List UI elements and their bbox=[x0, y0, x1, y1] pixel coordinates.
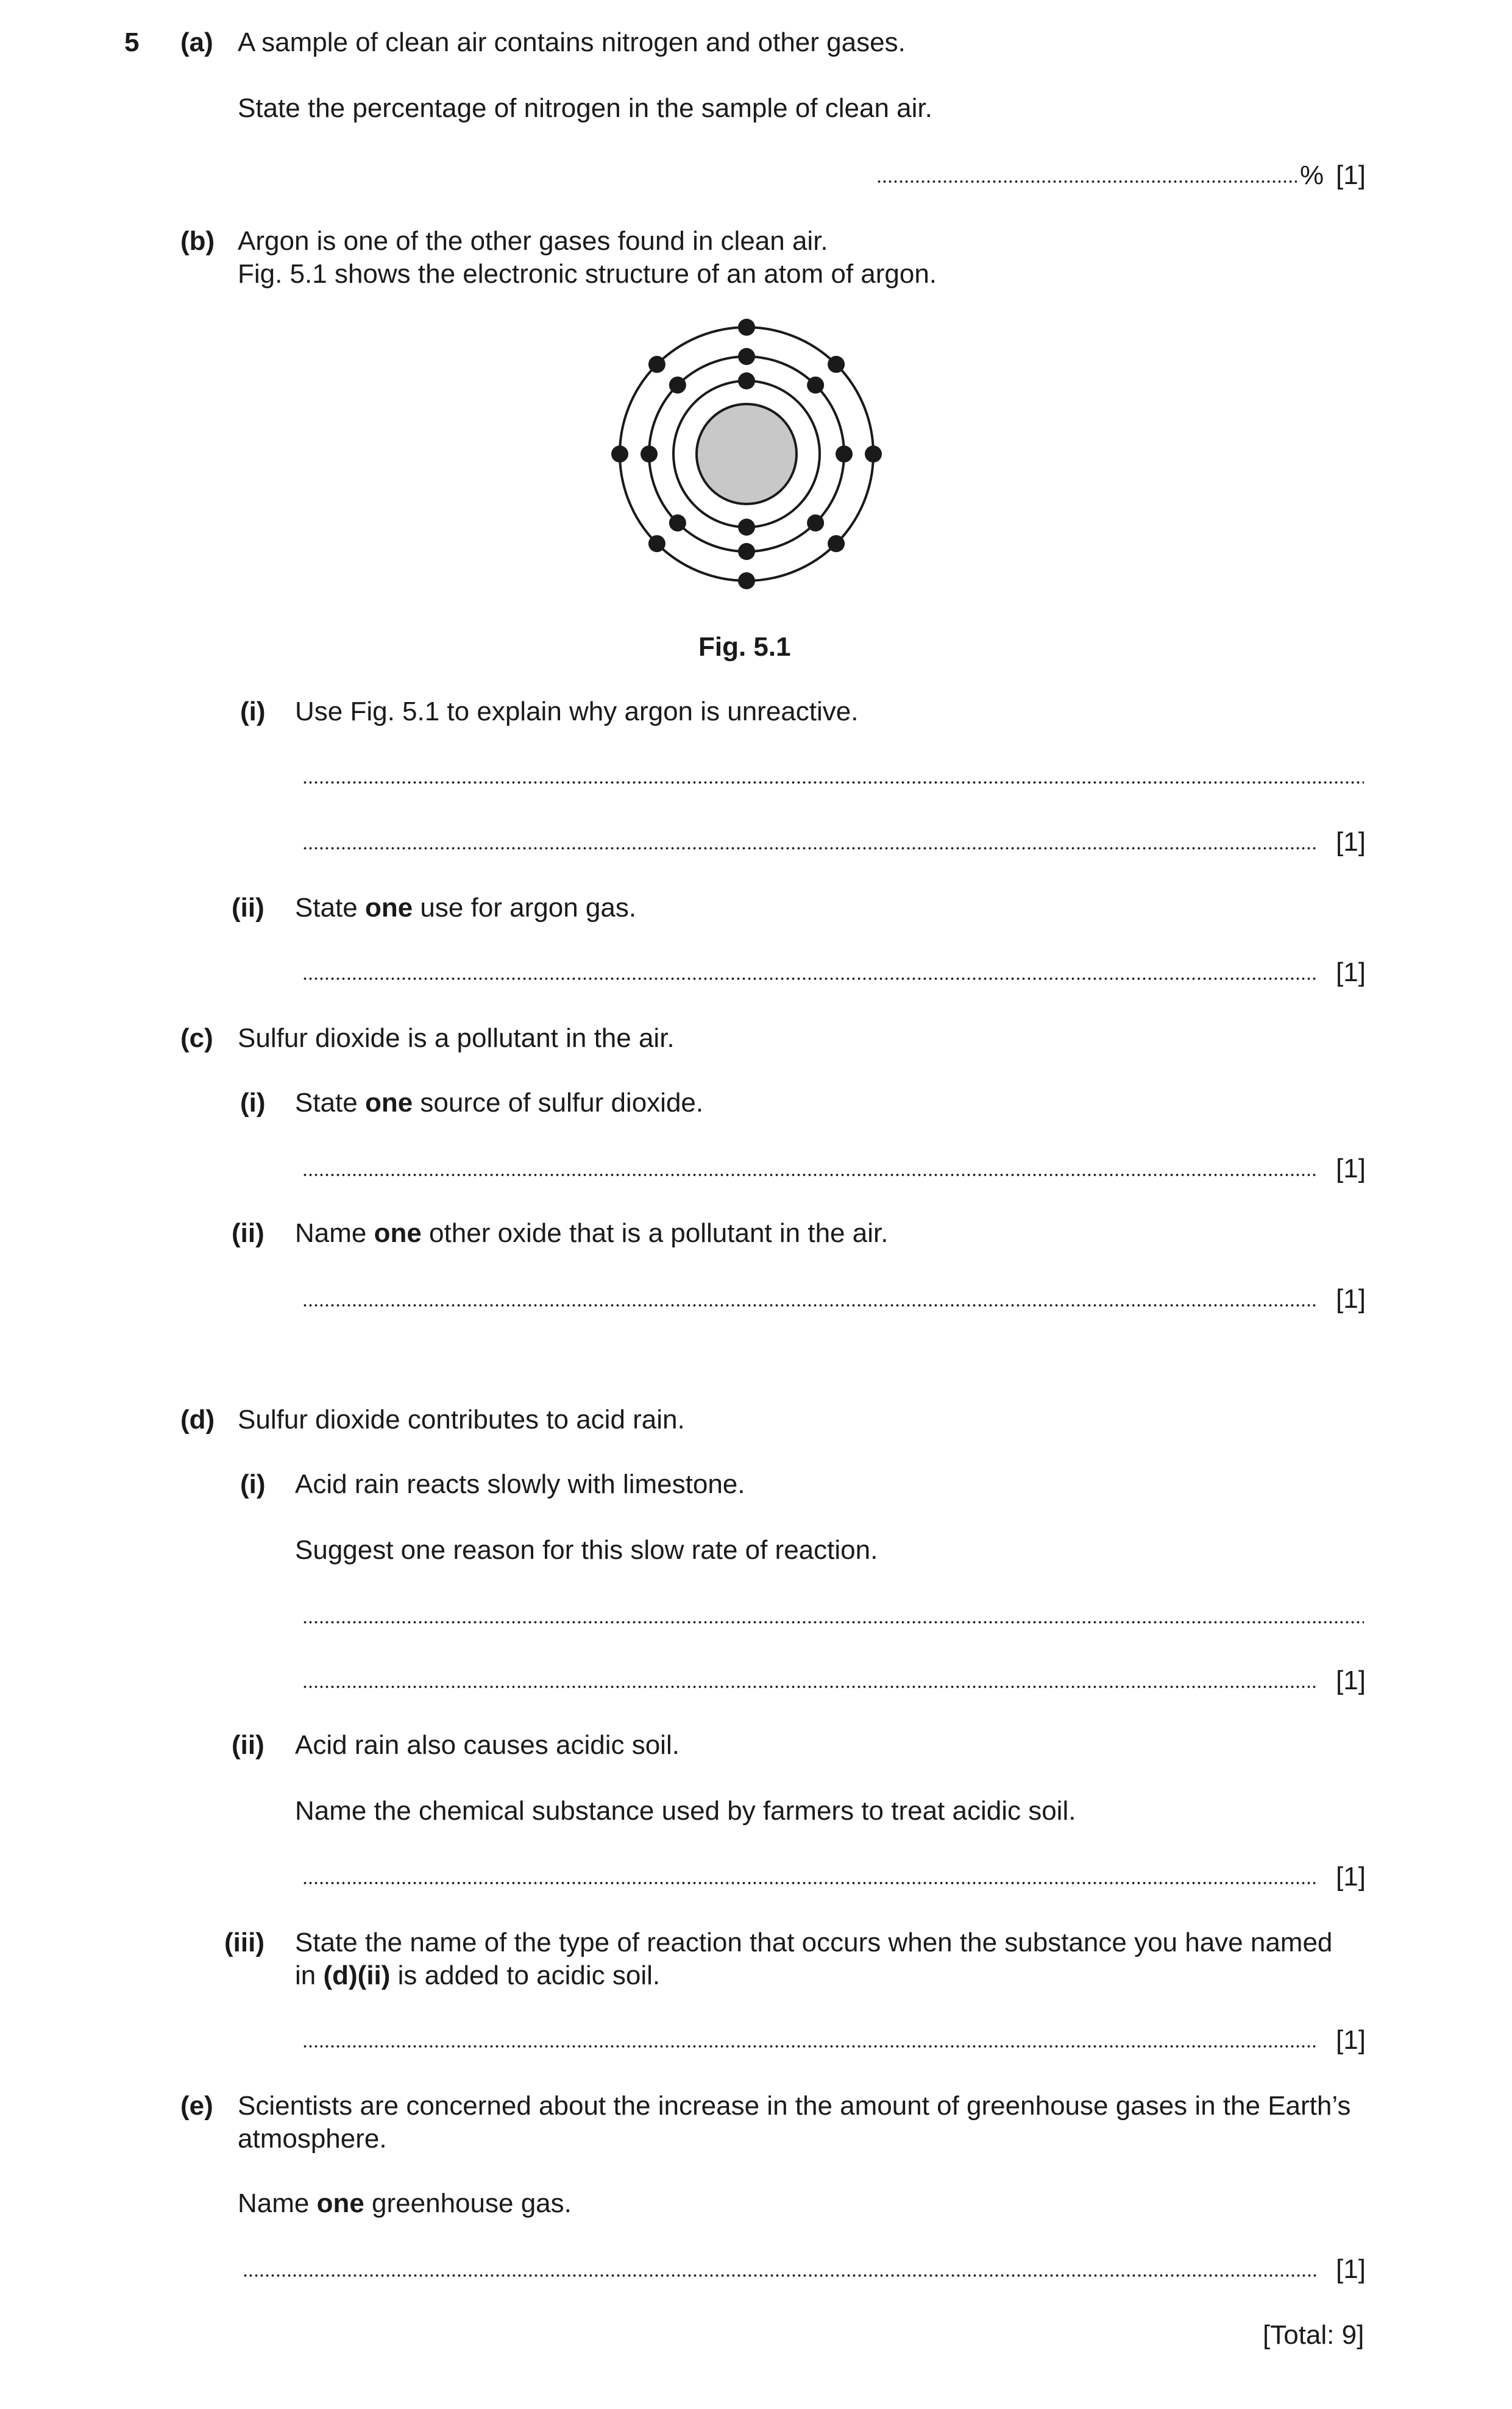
part-d-ii-text-2: Name the chemical substance used by farmers to treat acidic soil. bbox=[295, 1796, 1076, 1826]
answer-line-c-i[interactable] bbox=[302, 1174, 1316, 1176]
electron bbox=[828, 535, 845, 552]
electron bbox=[641, 445, 658, 463]
figure-caption: Fig. 5.1 bbox=[698, 632, 791, 662]
part-d-label: (d) bbox=[180, 1405, 215, 1435]
marks-c-i: [1] bbox=[1336, 1154, 1366, 1183]
electron bbox=[669, 377, 686, 394]
part-d-i-text-1: Acid rain reacts slowly with limestone. bbox=[295, 1469, 745, 1499]
part-d-text: Sulfur dioxide contributes to acid rain. bbox=[238, 1405, 685, 1435]
electron bbox=[865, 445, 882, 463]
electron bbox=[669, 514, 686, 531]
electron bbox=[648, 535, 665, 552]
answer-line-a[interactable] bbox=[876, 180, 1297, 183]
marks-d-i: [1] bbox=[1336, 1666, 1366, 1695]
part-e-label: (e) bbox=[180, 2091, 213, 2121]
electron bbox=[836, 445, 853, 463]
answer-line-b-i-2[interactable] bbox=[302, 847, 1316, 850]
marks-e: [1] bbox=[1336, 2254, 1366, 2284]
electron bbox=[738, 372, 755, 389]
part-e-text-3: Name one greenhouse gas. bbox=[238, 2188, 572, 2218]
part-c-label: (c) bbox=[180, 1023, 213, 1053]
part-b-i-label: (i) bbox=[240, 697, 266, 726]
part-d-i-text-2: Suggest one reason for this slow rate of reaction. bbox=[295, 1535, 878, 1565]
question-number: 5 bbox=[124, 27, 140, 57]
argon-atom bbox=[611, 319, 882, 589]
part-c-i-text: State one source of sulfur dioxide. bbox=[295, 1088, 704, 1118]
part-d-iii-text-1: State the name of the type of reaction that occurs when the substance you have named bbox=[295, 1928, 1333, 1957]
part-b-ii-text: State one use for argon gas. bbox=[295, 893, 637, 923]
electron bbox=[738, 319, 755, 336]
marks-b-i: [1] bbox=[1336, 827, 1366, 857]
answer-line-e[interactable] bbox=[243, 2274, 1316, 2277]
marks-d-iii: [1] bbox=[1336, 2025, 1366, 2055]
answer-line-d-i-2[interactable] bbox=[302, 1686, 1316, 1688]
total-marks: [Total: 9] bbox=[1263, 2320, 1365, 2350]
part-b-i-text: Use Fig. 5.1 to explain why argon is unreactive. bbox=[295, 697, 859, 726]
answer-line-d-i-1[interactable] bbox=[302, 1621, 1364, 1623]
part-d-iii-label: (iii) bbox=[224, 1928, 264, 1957]
electron bbox=[738, 348, 755, 365]
part-e-text-2: atmosphere. bbox=[238, 2124, 387, 2154]
part-b-label: (b) bbox=[180, 226, 215, 256]
part-c-ii-text: Name one other oxide that is a pollutant in the air. bbox=[295, 1218, 889, 1248]
part-c-ii-label: (ii) bbox=[232, 1218, 264, 1248]
answer-line-d-ii[interactable] bbox=[302, 1882, 1316, 1884]
percent-unit: % bbox=[1300, 160, 1324, 190]
part-a-text-1: A sample of clean air contains nitrogen and other gases. bbox=[238, 27, 906, 57]
answer-line-b-ii[interactable] bbox=[302, 977, 1316, 980]
argon-atom-diagram bbox=[603, 314, 890, 594]
electron bbox=[807, 377, 824, 394]
electron bbox=[648, 356, 665, 373]
part-d-ii-text-1: Acid rain also causes acidic soil. bbox=[295, 1730, 680, 1760]
part-b-text-1: Argon is one of the other gases found in clean air. bbox=[238, 226, 828, 256]
part-e-text-1: Scientists are concerned about the increase in the amount of greenhouse gases in the Earth’s bbox=[238, 2091, 1351, 2121]
answer-line-b-i-1[interactable] bbox=[302, 781, 1364, 784]
marks-a: [1] bbox=[1336, 160, 1366, 190]
marks-d-ii: [1] bbox=[1336, 1862, 1366, 1892]
part-d-ii-label: (ii) bbox=[232, 1730, 264, 1760]
part-a-label: (a) bbox=[180, 27, 213, 57]
part-a-text-2: State the percentage of nitrogen in the sample of clean air. bbox=[238, 93, 932, 123]
part-b-ii-label: (ii) bbox=[232, 893, 264, 923]
part-c-text: Sulfur dioxide is a pollutant in the air. bbox=[238, 1023, 675, 1053]
nucleus bbox=[697, 404, 797, 504]
marks-b-ii: [1] bbox=[1336, 957, 1366, 987]
part-c-i-label: (i) bbox=[240, 1088, 266, 1118]
part-d-i-label: (i) bbox=[240, 1469, 266, 1499]
electron bbox=[738, 519, 755, 536]
marks-c-ii: [1] bbox=[1336, 1284, 1366, 1314]
part-d-iii-text-2: in (d)(ii) is added to acidic soil. bbox=[295, 1960, 661, 1990]
electron bbox=[738, 572, 755, 589]
electron bbox=[611, 445, 628, 463]
electron bbox=[828, 356, 845, 373]
part-b-text-2: Fig. 5.1 shows the electronic structure of an atom of argon. bbox=[238, 259, 937, 289]
answer-line-c-ii[interactable] bbox=[302, 1304, 1316, 1307]
answer-line-d-iii[interactable] bbox=[302, 2045, 1316, 2048]
electron bbox=[807, 514, 824, 531]
electron bbox=[738, 543, 755, 560]
